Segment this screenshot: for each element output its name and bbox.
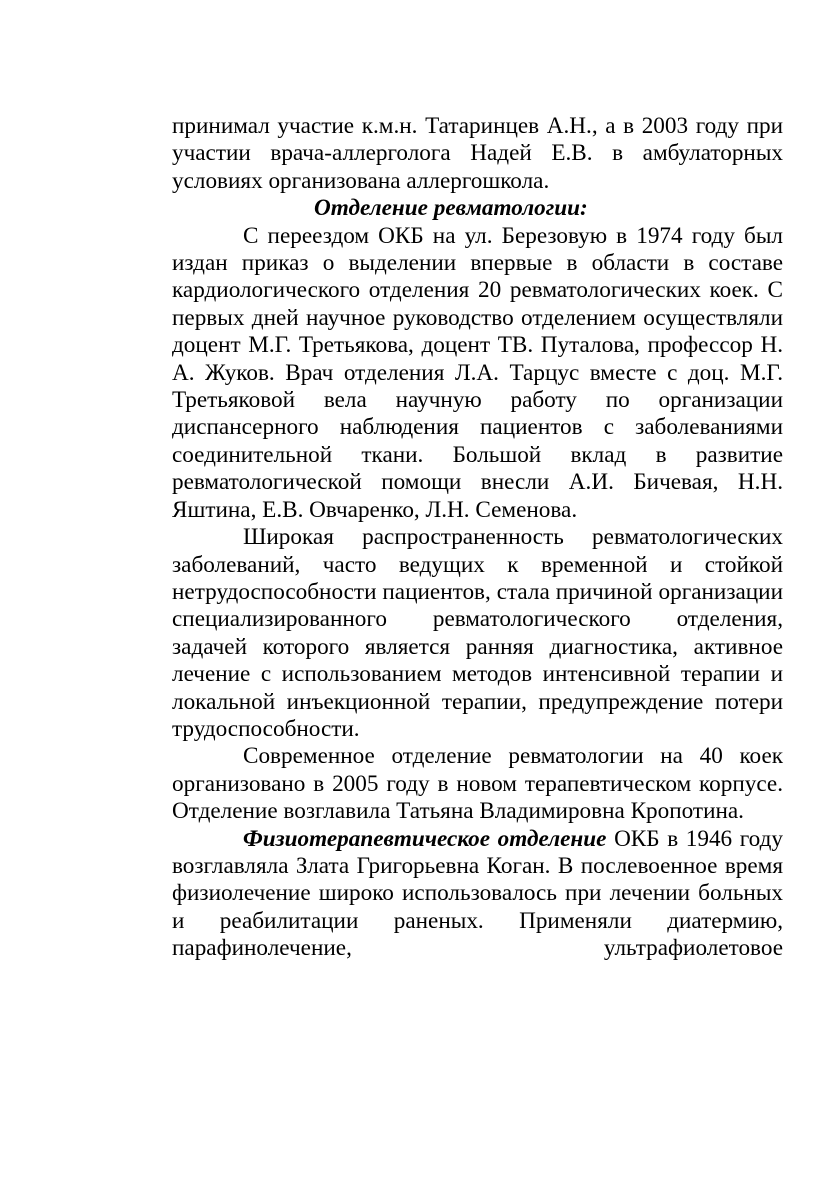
body-text xyxy=(172,113,783,963)
physiotherapy-heading: Физиотерапевтическое отделение xyxy=(243,825,607,852)
paragraph-rheumatology-prevalence: Широкая распространенность ревматологических заболеваний, часто ведущих к временной и стойкой нетрудоспособности пациентов, стала причиной организации специализированного ревматологического отделения, задачей которого является ранняя диагностика, активное лечение с использованием методов интенсивной терапии и локальной инъекционной терапии, предупреждение потери трудоспособности. xyxy=(172,524,783,742)
paragraph-rheumatology-modern: Современное отделение ревматологии на 40 коек организовано в 2005 году в новом терапевтическом корпусе. Отделение возглавила Татьяна Владимировна Кропотина. xyxy=(172,743,783,825)
section-heading-rheumatology: Отделение ревматологии: xyxy=(314,195,588,222)
physiotherapy-text: ОКБ в 1946 году возглавляла Злата Григорьевна Коган. В послевоенное время физиолечение широко использовалось при лечении больных и реабилитации раненых. Применяли диатермию, парафинолечение, ультрафиолетовое xyxy=(172,825,784,962)
paragraph-allergy-school: принимал участие к.м.н. Татаринцев А.Н., а в 2003 году при участии врача-аллерголога Надей Е.В. в амбулаторных условиях организована аллергошкола. xyxy=(172,113,783,194)
paragraph-rheumatology-history: С переездом ОКБ на ул. Березовую в 1974 году был издан приказ о выделении впервые в области в составе кардиологического отделения 20 ревматологических коек. С первых дней научное руководство отделением осуществляли доцент М.Г. Третьякова, доцент ТВ. Путалова, профессор Н. А. Жуков. Врач отделения Л.А. Тарцус вместе с доц. М.Г. Третьяковой вела научную работу по организации диспансерного наблюдения пациентов с заболеваниями соединительной ткани. Большой вклад в развитие ревматологической помощи внесли А.И. Бичевая, Н.Н. Яштина, Е.В. Овчаренко, Л.Н. Семенова. xyxy=(172,222,783,523)
paragraph-physiotherapy xyxy=(172,826,783,963)
